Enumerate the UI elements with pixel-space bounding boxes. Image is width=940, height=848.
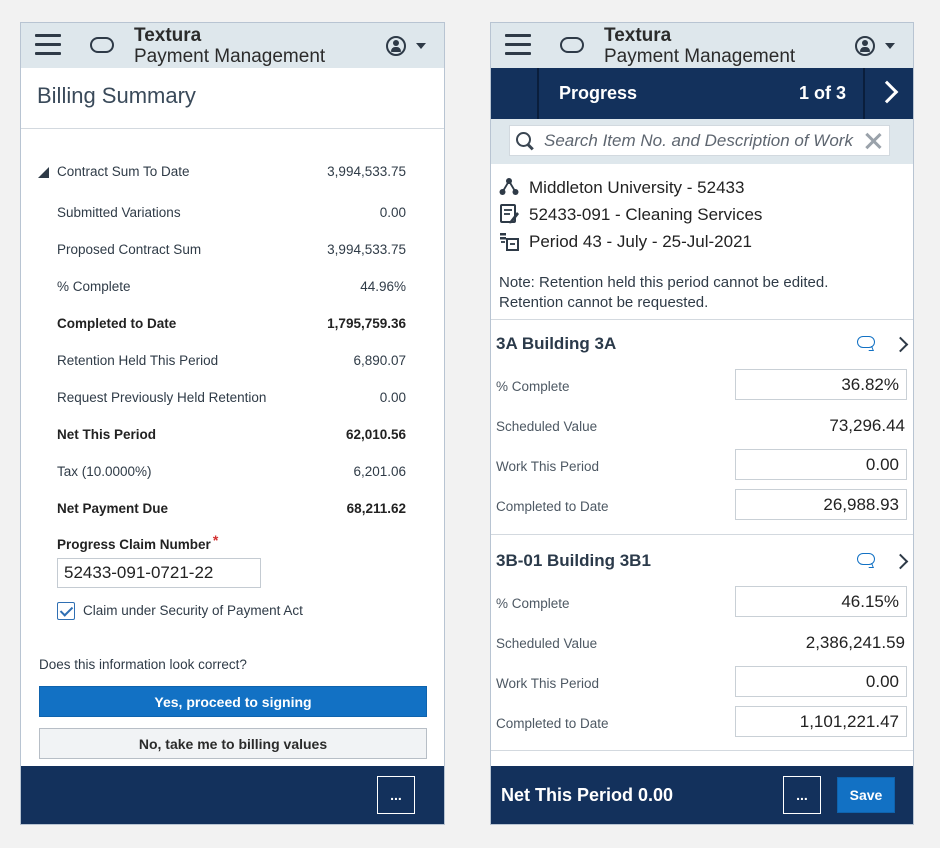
app-switcher-icon[interactable]	[90, 37, 114, 53]
row-label: % Complete	[57, 279, 131, 294]
clear-search-icon[interactable]	[863, 131, 883, 151]
completed-to-date-input[interactable]	[735, 489, 907, 520]
security-of-payment-label: Claim under Security of Payment Act	[83, 603, 303, 618]
billing-footer	[21, 766, 444, 824]
project-network-icon	[499, 177, 519, 197]
summary-row-previously-held-retention	[57, 390, 406, 410]
row-value: 3,994,533.75	[327, 242, 406, 257]
progress-claim-label	[57, 532, 219, 553]
section-title-3a: 3A Building 3A	[496, 334, 617, 353]
percent-complete-input[interactable]	[735, 586, 907, 617]
summary-row-retention-held	[57, 353, 406, 373]
row-value: 1,795,759.36	[327, 316, 406, 331]
contract-name: 52433-091 - Cleaning Services	[529, 205, 763, 224]
row-label: Submitted Variations	[57, 205, 181, 220]
summary-row-proposed-contract-sum	[57, 242, 406, 262]
summary-row-completed-to-date	[57, 316, 406, 336]
search-icon	[516, 132, 532, 148]
scheduled-value-label: Scheduled Value	[496, 419, 598, 434]
brand-name: Textura	[604, 25, 672, 46]
user-account-icon	[386, 36, 406, 56]
progress-claim-number-input[interactable]	[57, 558, 261, 588]
scheduled-value-label: Scheduled Value	[496, 636, 598, 651]
percent-complete-label: % Complete	[496, 596, 570, 611]
row-label: Request Previously Held Retention	[57, 390, 267, 405]
more-options-button[interactable]: ...	[377, 776, 415, 814]
project-name: Middleton University - 52433	[529, 178, 745, 197]
navbar-page-count: 1 of 3	[799, 83, 847, 103]
app-header	[21, 23, 444, 68]
row-label: Tax (10.0000%)	[57, 464, 152, 479]
navbar-left-cell	[491, 68, 539, 119]
more-options-button[interactable]: ...	[783, 776, 821, 814]
row-value: 3,994,533.75	[327, 164, 406, 179]
row-value: 6,201.06	[353, 464, 406, 479]
chevron-right-icon[interactable]	[893, 554, 909, 570]
search-box	[509, 125, 890, 156]
billing-summary-panel	[20, 22, 445, 825]
progress-navbar	[491, 68, 913, 119]
collapse-triangle-icon[interactable]	[38, 167, 49, 178]
chevron-right-icon[interactable]	[893, 337, 909, 353]
summary-row-contract-sum	[57, 164, 406, 184]
percent-complete-input[interactable]	[735, 369, 907, 400]
row-value: 68,211.62	[346, 501, 406, 516]
row-value: 62,010.56	[345, 427, 406, 442]
row-label: Retention Held This Period	[57, 353, 219, 368]
user-account-icon	[855, 36, 875, 56]
title-divider	[21, 128, 444, 129]
brand-name: Textura	[134, 25, 202, 46]
app-switcher-icon[interactable]	[560, 37, 584, 53]
row-label: Completed to Date	[57, 316, 177, 331]
proceed-to-signing-button[interactable]: Yes, proceed to signing	[39, 686, 427, 717]
retention-note-line-2: Retention cannot be requested.	[499, 294, 709, 311]
summary-row-net-payment-due	[57, 501, 406, 521]
row-value: 0.00	[379, 205, 406, 220]
completed-to-date-label: Completed to Date	[496, 499, 609, 514]
hamburger-menu-icon[interactable]	[35, 34, 61, 56]
summary-row-percent-complete	[57, 279, 406, 299]
work-this-period-label: Work This Period	[496, 459, 600, 474]
section-divider	[491, 319, 913, 320]
search-bar	[491, 119, 913, 164]
progress-footer	[491, 766, 913, 824]
row-label: Net This Period	[57, 427, 157, 442]
row-value: 44.96%	[360, 279, 406, 294]
progress-claim-label-text: Progress Claim Number	[57, 537, 211, 552]
completed-to-date-input[interactable]	[735, 706, 907, 737]
back-to-billing-values-button[interactable]: No, take me to billing values	[39, 728, 427, 759]
security-of-payment-checkbox[interactable]	[57, 602, 75, 620]
row-value: 6,890.07	[353, 353, 406, 368]
retention-note-line-1: Note: Retention held this period cannot be edited.	[499, 274, 829, 291]
summary-row-net-this-period	[57, 427, 406, 447]
section-title-3b-01: 3B-01 Building 3B1	[496, 551, 651, 570]
summary-row-submitted-variations	[57, 205, 406, 225]
row-label: Contract Sum To Date	[57, 164, 190, 179]
app-header	[491, 23, 913, 68]
save-button[interactable]: Save	[837, 777, 895, 813]
app-brand	[134, 25, 325, 67]
chevron-down-icon	[416, 43, 426, 49]
period-name: Period 43 - July - 25-Jul-2021	[529, 232, 753, 251]
row-label: Net Payment Due	[57, 501, 169, 516]
work-this-period-label: Work This Period	[496, 676, 600, 691]
progress-panel	[490, 22, 914, 825]
user-account-menu[interactable]	[386, 36, 432, 56]
row-label: Proposed Contract Sum	[57, 242, 202, 257]
hamburger-menu-icon[interactable]	[505, 34, 531, 56]
comment-bubble-icon[interactable]	[857, 336, 877, 351]
percent-complete-label: % Complete	[496, 379, 570, 394]
summary-row-tax	[57, 464, 406, 484]
contract-document-icon	[499, 204, 519, 224]
row-value: 0.00	[379, 390, 406, 405]
search-input[interactable]	[544, 129, 854, 153]
work-this-period-input[interactable]	[735, 449, 907, 480]
product-name: Payment Management	[134, 46, 326, 67]
app-brand	[604, 25, 795, 67]
navbar-title: Progress	[559, 83, 638, 103]
section-divider	[491, 750, 913, 751]
retention-note	[499, 273, 899, 313]
section-divider	[491, 534, 913, 535]
net-this-period-total: Net This Period 0.00	[501, 785, 674, 805]
scheduled-value: 2,386,241.59	[805, 633, 905, 652]
completed-to-date-label: Completed to Date	[496, 716, 609, 731]
scheduled-value: 73,296.44	[829, 416, 905, 435]
required-asterisk: *	[212, 532, 219, 548]
confirmation-question: Does this information look correct?	[39, 657, 247, 672]
comment-bubble-icon[interactable]	[857, 553, 877, 568]
work-this-period-input[interactable]	[735, 666, 907, 697]
user-account-menu[interactable]	[855, 36, 901, 56]
next-page-chevron-icon[interactable]	[863, 68, 913, 119]
period-calendar-icon	[499, 231, 519, 251]
product-name: Payment Management	[604, 46, 796, 67]
page-title: Billing Summary	[37, 83, 196, 108]
chevron-down-icon	[885, 43, 895, 49]
